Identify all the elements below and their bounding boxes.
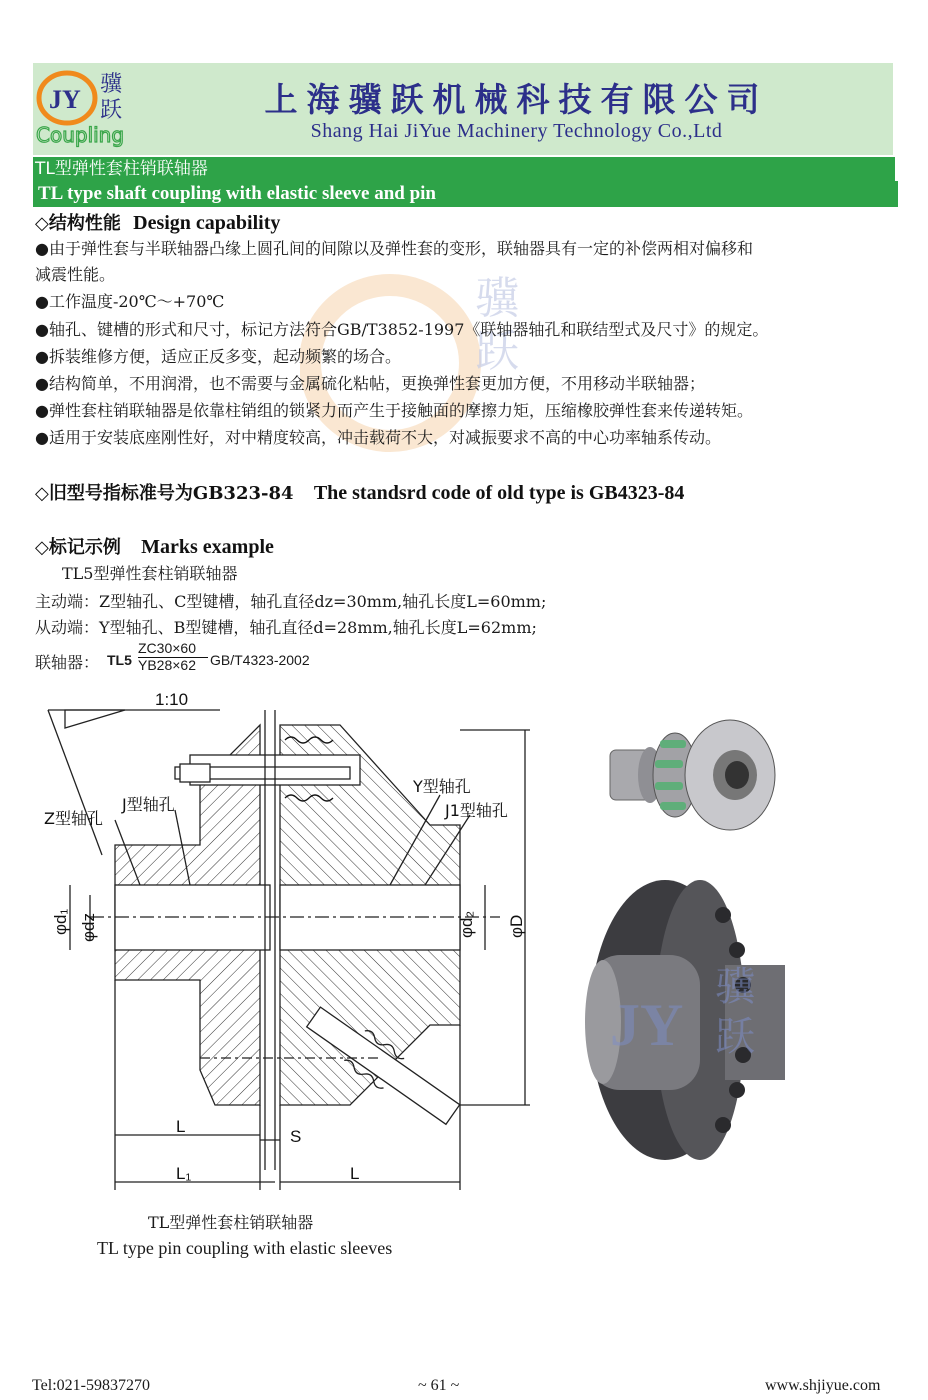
svg-text:跃: 跃 bbox=[475, 326, 519, 377]
bullet-1-cont: 减震性能。 bbox=[35, 265, 116, 284]
design-heading-en: Design capability bbox=[133, 212, 281, 234]
logo-word: Coupling bbox=[36, 123, 125, 147]
footer-page-number: ~ 61 ~ bbox=[418, 1377, 460, 1394]
dz-label: φdz bbox=[79, 913, 98, 942]
taper-label: 1:10 bbox=[155, 690, 189, 709]
logo-cn-2: 跃 bbox=[100, 98, 123, 123]
j1-bore-label: J1型轴孔 bbox=[445, 801, 508, 820]
coupling-photo-large bbox=[565, 870, 795, 1170]
l1-label: L₁ bbox=[176, 1164, 192, 1183]
title-en: TL type shaft coupling with elastic sleeve and pin bbox=[33, 181, 898, 207]
formula-model: TL5 bbox=[107, 652, 132, 668]
svg-text:骥: 骥 bbox=[475, 273, 519, 324]
marks-heading-cn: ◇标记示例 bbox=[35, 537, 121, 558]
big-d-label: φD bbox=[507, 914, 526, 938]
marks-heading bbox=[35, 533, 274, 559]
j-bore-label: J型轴孔 bbox=[122, 795, 175, 814]
old-type-heading bbox=[35, 479, 684, 505]
y-bore-label: Y型轴孔 bbox=[413, 777, 471, 796]
bullet-7: ●适用于安装底座刚性好，对中精度较高，冲击载荷不大，对减振要求不高的中心功率轴系传动。 bbox=[35, 428, 721, 447]
design-heading-cn: ◇结构性能 bbox=[35, 213, 121, 234]
marks-line-2: 主动端：Z型轴孔、C型键槽，轴孔直径dz=30mm,轴孔长度L=60mm; bbox=[35, 592, 547, 611]
bullet-4: ●拆装维修方便，适应正反多变，起动频繁的场合。 bbox=[35, 347, 401, 366]
bullet-3: ●轴孔、键槽的形式和尺寸，标记方法符合GB/T3852-1997《联轴器轴孔和联结型式及尺寸》的规定。 bbox=[35, 320, 769, 339]
design-heading bbox=[35, 209, 280, 235]
logo-letters: JY bbox=[49, 85, 81, 114]
company-name-en: Shang Hai JiYue Machinery Technology Co.,Ltd bbox=[310, 120, 723, 142]
l-label: L bbox=[176, 1117, 186, 1136]
svg-text:跃: 跃 bbox=[715, 1014, 755, 1060]
d2-label: φd₂ bbox=[457, 910, 476, 938]
bullet-5: ●结构简单，不用润滑，也不需要与金属硫化粘帖，更换弹性套更加方便，不用移动半联轴器； bbox=[35, 374, 705, 393]
footer-website[interactable]: www.shjiyue.com bbox=[765, 1377, 881, 1394]
d1-label: φd₁ bbox=[51, 908, 70, 935]
coupling-photo-small bbox=[605, 710, 780, 835]
formula-bottom: YB28×62 bbox=[138, 657, 196, 673]
marks-heading-en: Marks example bbox=[141, 536, 274, 558]
marks-line-1: TL5型弹性套柱销联轴器 bbox=[62, 564, 238, 583]
caption-cn: TL型弹性套柱销联轴器 bbox=[148, 1213, 314, 1232]
formula-std: GB/T4323-2002 bbox=[210, 652, 310, 668]
company-name-cn: 上海骥跃机械科技有限公司 bbox=[264, 80, 769, 119]
caption-en: TL type pin coupling with elastic sleeves bbox=[97, 1238, 393, 1258]
coupling-drawing bbox=[30, 680, 550, 1195]
formula-prefix: 联轴器： bbox=[35, 653, 100, 672]
marks-line-3: 从动端：Y型轴孔、B型键槽，轴孔直径d=28mm,轴孔长度L=62mm; bbox=[35, 618, 537, 637]
s-label: S bbox=[290, 1127, 302, 1146]
svg-text:骥: 骥 bbox=[715, 964, 755, 1010]
old-type-en: The standsrd code of old type is GB4323-84 bbox=[313, 482, 685, 504]
l-right-label: L bbox=[350, 1164, 360, 1183]
company-logo bbox=[36, 66, 136, 150]
footer-tel: Tel:021-59837270 bbox=[32, 1377, 150, 1394]
bullet-2: ●工作温度-20℃～+70℃ bbox=[35, 292, 225, 311]
logo-cn-1: 骥 bbox=[100, 72, 123, 97]
bullet-6: ●弹性套柱销联轴器是依靠柱销组的锁紧力而产生于接触面的摩擦力矩，压缩橡胶弹性套来传递转矩。 bbox=[35, 401, 753, 420]
svg-text:JY: JY bbox=[610, 992, 684, 1058]
z-bore-label: Z型轴孔 bbox=[44, 809, 103, 828]
title-cn: TL型弹性套柱销联轴器 bbox=[33, 157, 895, 181]
old-type-cn: ◇旧型号指标准号为GB323-84 bbox=[35, 483, 294, 504]
bullet-1: ●由于弹性套与半联轴器凸缘上圆孔间的间隙以及弹性套的变形，联轴器具有一定的补偿两相对偏移和 bbox=[35, 239, 753, 258]
formula-top: ZC30×60 bbox=[138, 640, 196, 656]
